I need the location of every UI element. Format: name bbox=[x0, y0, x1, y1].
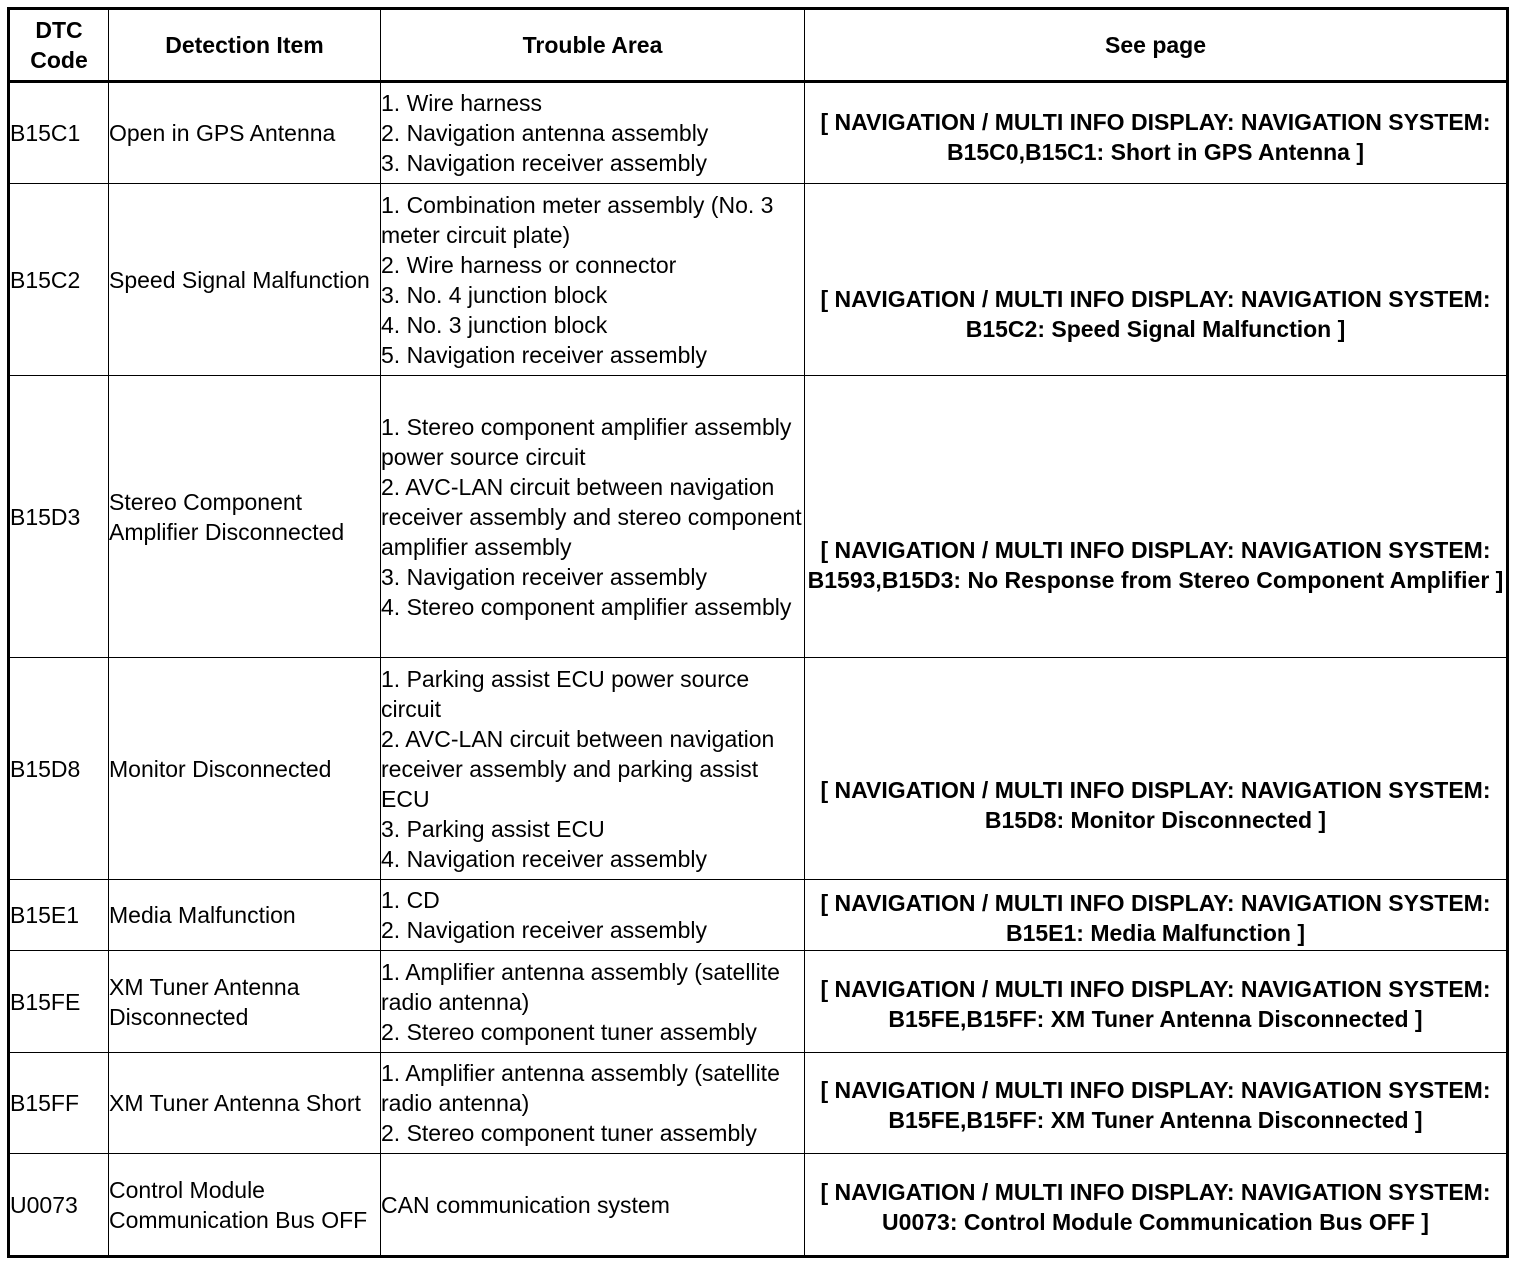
trouble-area-line: 3. No. 4 junction block bbox=[381, 281, 608, 308]
dtc-code-cell: B15FF bbox=[9, 1053, 109, 1154]
trouble-area-line: 2. Stereo component tuner assembly bbox=[381, 1120, 757, 1146]
table-row bbox=[9, 658, 1508, 880]
trouble-area-line: 2. Navigation antenna assembly bbox=[381, 120, 709, 146]
dtc-code-cell: U0073 bbox=[9, 1154, 109, 1257]
trouble-area-line: 2. AVC-LAN circuit between navigation receiver assembly and parking assist ECU bbox=[381, 725, 775, 812]
trouble-area-line: 2. Navigation receiver assembly bbox=[381, 917, 707, 943]
dtc-code-cell: B15C2 bbox=[9, 184, 109, 376]
dtc-table bbox=[7, 7, 1509, 1258]
see-page-link[interactable]: [ NAVIGATION / MULTI INFO DISPLAY: NAVIGATION SYSTEM: B15C0,B15C1: Short in GPS Antenna ] bbox=[820, 108, 1491, 165]
see-page-link[interactable]: [ NAVIGATION / MULTI INFO DISPLAY: NAVIGATION SYSTEM: U0073: Control Module Communication Bus OFF ] bbox=[820, 1178, 1491, 1235]
detection-item-cell: Media Malfunction bbox=[109, 880, 381, 951]
trouble-area-line: 1. Combination meter assembly (No. 3 meter circuit plate) bbox=[381, 191, 774, 248]
header-trouble-area: Trouble Area bbox=[381, 9, 805, 82]
table-row bbox=[9, 951, 1508, 1053]
see-page-cell bbox=[805, 1053, 1508, 1154]
detection-item-cell: Control Module Communication Bus OFF bbox=[109, 1154, 381, 1257]
header-detection-item: Detection Item bbox=[109, 9, 381, 82]
trouble-area-cell bbox=[381, 1053, 805, 1154]
detection-item-cell: Open in GPS Antenna bbox=[109, 82, 381, 184]
trouble-area-line: 4. No. 3 junction block bbox=[381, 311, 608, 338]
see-page-link[interactable]: [ NAVIGATION / MULTI INFO DISPLAY: NAVIGATION SYSTEM: B15FE,B15FF: XM Tuner Antenna Disconnected ] bbox=[820, 1077, 1491, 1133]
see-page-cell bbox=[805, 658, 1508, 880]
see-page-cell bbox=[805, 184, 1508, 376]
dtc-code-cell: B15D8 bbox=[9, 658, 109, 880]
trouble-area-line: 1. Amplifier antenna assembly (satellite radio antenna) bbox=[381, 1060, 780, 1116]
see-page-cell bbox=[805, 1154, 1508, 1257]
trouble-area-line: 1. Stereo component amplifier assembly power source circuit bbox=[381, 413, 792, 470]
detection-item-cell: Speed Signal Malfunction bbox=[109, 184, 381, 376]
trouble-area-line: 5. Navigation receiver assembly bbox=[381, 341, 707, 368]
trouble-area-line: 2. Stereo component tuner assembly bbox=[381, 1018, 757, 1045]
trouble-area-cell bbox=[381, 376, 805, 658]
dtc-code-cell: B15C1 bbox=[9, 82, 109, 184]
table-header-row bbox=[9, 9, 1508, 82]
dtc-code-cell: B15E1 bbox=[9, 880, 109, 951]
table-row bbox=[9, 880, 1508, 951]
trouble-area-cell bbox=[381, 184, 805, 376]
trouble-area-line: 1. Parking assist ECU power source circuit bbox=[381, 665, 750, 722]
trouble-area-line: 1. CD bbox=[381, 887, 440, 913]
trouble-area-line: 3. Navigation receiver assembly bbox=[381, 563, 707, 590]
see-page-link[interactable]: [ NAVIGATION / MULTI INFO DISPLAY: NAVIGATION SYSTEM: B15E1: Media Malfunction ] bbox=[820, 889, 1491, 946]
trouble-area-cell bbox=[381, 880, 805, 951]
table-row bbox=[9, 1154, 1508, 1257]
see-page-link[interactable]: [ NAVIGATION / MULTI INFO DISPLAY: NAVIGATION SYSTEM: B15C2: Speed Signal Malfunction ] bbox=[820, 285, 1491, 342]
see-page-link[interactable]: [ NAVIGATION / MULTI INFO DISPLAY: NAVIGATION SYSTEM: B1593,B15D3: No Response from Stereo Component Amplifier ] bbox=[807, 537, 1504, 593]
trouble-area-line: 2. AVC-LAN circuit between navigation receiver assembly and stereo component amplifier assembly bbox=[381, 473, 802, 560]
trouble-area-line: 4. Navigation receiver assembly bbox=[381, 845, 707, 872]
header-see-page: See page bbox=[805, 9, 1508, 82]
detection-item-cell: Stereo Component Amplifier Disconnected bbox=[109, 376, 381, 658]
table-row bbox=[9, 82, 1508, 184]
see-page-cell bbox=[805, 82, 1508, 184]
trouble-area-line: CAN communication system bbox=[381, 1191, 670, 1218]
dtc-code-cell: B15FE bbox=[9, 951, 109, 1053]
trouble-area-cell bbox=[381, 1154, 805, 1257]
see-page-link[interactable]: [ NAVIGATION / MULTI INFO DISPLAY: NAVIGATION SYSTEM: B15FE,B15FF: XM Tuner Antenna Disconnected ] bbox=[820, 975, 1491, 1032]
trouble-area-line: 2. Wire harness or connector bbox=[381, 251, 677, 278]
trouble-area-line: 1. Wire harness bbox=[381, 90, 543, 116]
see-page-cell bbox=[805, 951, 1508, 1053]
see-page-cell bbox=[805, 880, 1508, 951]
trouble-area-line: 4. Stereo component amplifier assembly bbox=[381, 593, 792, 620]
trouble-area-cell bbox=[381, 658, 805, 880]
see-page-cell bbox=[805, 376, 1508, 658]
detection-item-cell: Monitor Disconnected bbox=[109, 658, 381, 880]
dtc-code-cell: B15D3 bbox=[9, 376, 109, 658]
trouble-area-line: 1. Amplifier antenna assembly (satellite radio antenna) bbox=[381, 958, 780, 1015]
detection-item-cell: XM Tuner Antenna Disconnected bbox=[109, 951, 381, 1053]
trouble-area-cell bbox=[381, 951, 805, 1053]
trouble-area-cell bbox=[381, 82, 805, 184]
table-row bbox=[9, 1053, 1508, 1154]
trouble-area-line: 3. Navigation receiver assembly bbox=[381, 150, 707, 176]
see-page-link[interactable]: [ NAVIGATION / MULTI INFO DISPLAY: NAVIGATION SYSTEM: B15D8: Monitor Disconnected ] bbox=[820, 777, 1491, 833]
table-row bbox=[9, 376, 1508, 658]
detection-item-cell: XM Tuner Antenna Short bbox=[109, 1053, 381, 1154]
header-dtc-code: DTC Code bbox=[9, 9, 109, 82]
table-row bbox=[9, 184, 1508, 376]
trouble-area-line: 3. Parking assist ECU bbox=[381, 815, 605, 842]
